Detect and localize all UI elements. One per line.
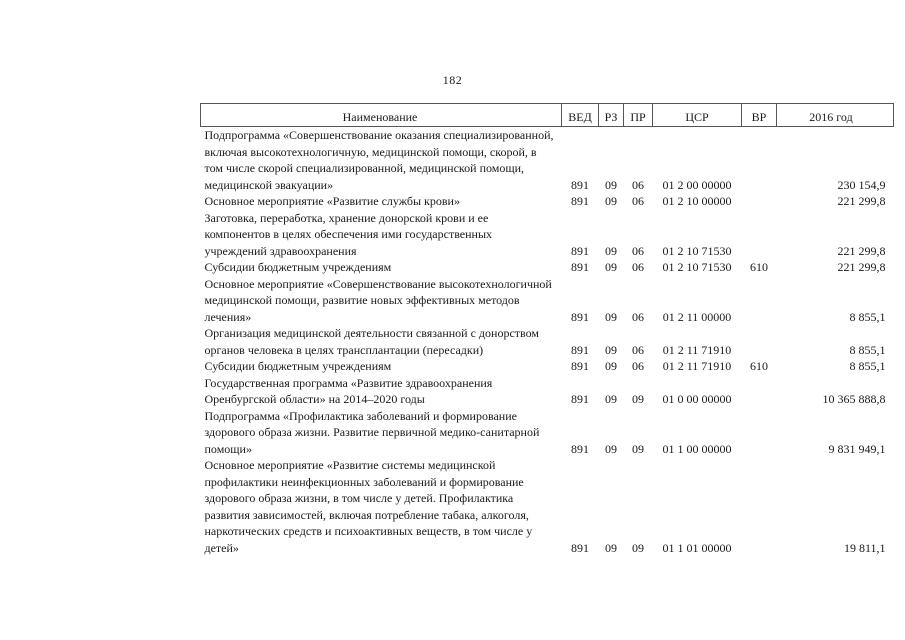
- row-ved: 891: [571, 243, 589, 258]
- row-sum: 9 831 949,1: [828, 441, 886, 456]
- table-row: [201, 375, 894, 408]
- header-year: 2016 год: [777, 104, 894, 127]
- row-pr: 09: [632, 392, 644, 406]
- row-pr: 06: [632, 260, 644, 274]
- row-name: Субсидии бюджетным учреждениям: [204, 359, 392, 373]
- row-vr: [742, 193, 777, 210]
- row-vr: [742, 276, 777, 326]
- row-vr: [742, 127, 777, 194]
- row-name: Основное мероприятие «Совершенствование высокотехнологичной медицинской помощи, развитие новых эффективных методов лечения»: [204, 276, 552, 324]
- row-pr: 09: [632, 441, 644, 456]
- row-rz: 09: [605, 359, 617, 373]
- row-csr: 01 2 11 71910: [662, 359, 732, 373]
- row-name: Основное мероприятие «Развитие системы медицинской профилактики неинфекционных заболеваний и формирование здорового образа жизни, в том числе у детей. Профилактика развития зависимостей, включая потребление табака, алкоголя, наркотических средств и психоактивных веществ, в том числе у детей»: [204, 458, 533, 555]
- row-rz: 09: [605, 177, 617, 192]
- row-ved: 891: [571, 342, 589, 357]
- row-pr: 06: [632, 359, 644, 373]
- header-pr: ПР: [624, 104, 653, 127]
- row-ved: 891: [571, 177, 589, 192]
- row-sum: 8 855,1: [849, 309, 886, 324]
- row-vr: [742, 408, 777, 458]
- row-ved: 891: [571, 359, 589, 373]
- row-ved: 891: [571, 309, 589, 324]
- row-csr: 01 2 11 00000: [662, 309, 732, 324]
- row-rz: 09: [605, 342, 617, 357]
- table-row: [201, 193, 894, 210]
- row-sum: 221 299,8: [837, 243, 886, 258]
- row-rz: 09: [605, 260, 617, 274]
- row-sum: 221 299,8: [837, 260, 886, 274]
- row-vr: [742, 375, 777, 408]
- row-rz: 09: [605, 441, 617, 456]
- table-row: [201, 358, 894, 375]
- row-pr: 09: [632, 540, 644, 555]
- row-sum: 8 855,1: [849, 342, 886, 357]
- table-header-row: [201, 104, 894, 127]
- row-ved: 891: [571, 540, 589, 555]
- row-ved: 891: [571, 194, 589, 208]
- table-row: [201, 259, 894, 276]
- row-pr: 06: [632, 342, 644, 357]
- row-sum: 221 299,8: [837, 194, 886, 208]
- row-name: Подпрограмма «Профилактика заболеваний и формирование здорового образа жизни. Развитие первичной медико-санитарной помощи»: [204, 408, 540, 456]
- row-name: Подпрограмма «Совершенствование оказания специализированной, включая высокотехнологичную, медицинской помощи, скорой, в том числе скорой специализированной, медицинской помощи, медицинской эвакуации»: [204, 128, 554, 192]
- row-name: Основное мероприятие «Развитие службы крови»: [204, 194, 460, 208]
- row-name: Заготовка, переработка, хранение донорской крови и ее компонентов в целях обеспечения ими государственных учреждений здравоохранения: [204, 210, 493, 258]
- header-rz: РЗ: [599, 104, 624, 127]
- row-rz: 09: [605, 540, 617, 555]
- row-sum: 10 365 888,8: [822, 392, 886, 406]
- row-pr: 06: [632, 309, 644, 324]
- table-row: [201, 276, 894, 326]
- row-vr: [742, 325, 777, 358]
- row-sum: 8 855,1: [849, 359, 886, 373]
- row-csr: 01 2 00 00000: [662, 177, 732, 192]
- row-sum: 19 811,1: [843, 540, 886, 555]
- row-csr: 01 2 10 71530: [662, 243, 732, 258]
- header-ved: ВЕД: [562, 104, 599, 127]
- row-rz: 09: [605, 194, 617, 208]
- row-rz: 09: [605, 392, 617, 406]
- row-sum: 230 154,9: [837, 177, 886, 192]
- header-name: Наименование: [201, 104, 562, 127]
- table-body: [201, 127, 894, 557]
- header-csr: ЦСР: [653, 104, 742, 127]
- row-name: Государственная программа «Развитие здравоохранения Оренбургской области» на 2014–2020 годы: [204, 375, 493, 406]
- row-vr: 610: [750, 260, 768, 274]
- row-rz: 09: [605, 309, 617, 324]
- row-name: Субсидии бюджетным учреждениям: [204, 260, 392, 274]
- header-vr: ВР: [742, 104, 777, 127]
- table-row: [201, 210, 894, 260]
- row-vr: [742, 210, 777, 260]
- page-number: 182: [442, 73, 463, 87]
- row-csr: 01 1 00 00000: [662, 441, 732, 456]
- row-pr: 06: [632, 194, 644, 208]
- row-csr: 01 2 10 00000: [662, 194, 732, 208]
- row-vr: [742, 457, 777, 556]
- budget-table: [200, 103, 894, 556]
- table-row: [201, 457, 894, 556]
- row-pr: 06: [632, 243, 644, 258]
- row-csr: 01 2 10 71530: [662, 260, 732, 274]
- row-ved: 891: [571, 441, 589, 456]
- table-row: [201, 325, 894, 358]
- row-rz: 09: [605, 243, 617, 258]
- row-vr: 610: [750, 359, 768, 373]
- row-ved: 891: [571, 392, 589, 406]
- row-name: Организация медицинской деятельности связанной с донорством органов человека в целях трансплантации (пересадки): [204, 326, 539, 357]
- row-csr: 01 1 01 00000: [662, 540, 732, 555]
- table-row: [201, 127, 894, 194]
- row-ved: 891: [571, 260, 589, 274]
- row-csr: 01 0 00 00000: [662, 392, 732, 406]
- row-csr: 01 2 11 71910: [662, 342, 732, 357]
- table-row: [201, 408, 894, 458]
- row-pr: 06: [632, 177, 644, 192]
